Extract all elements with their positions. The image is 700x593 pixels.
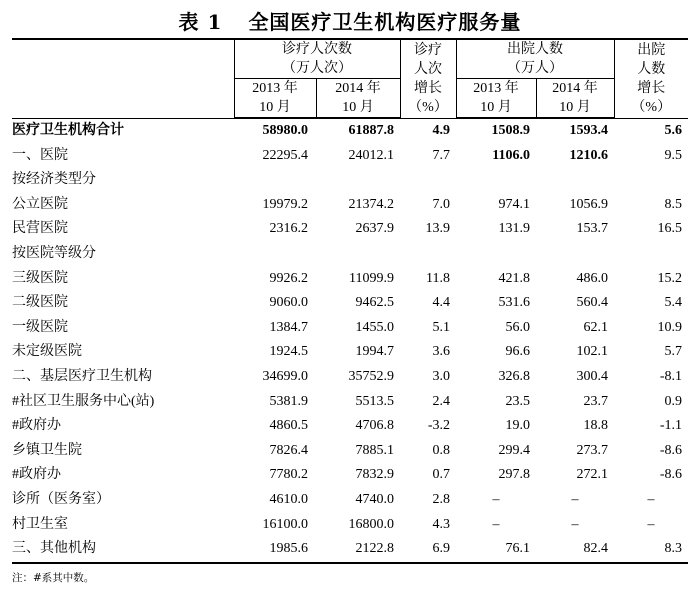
table-title xyxy=(0,6,700,35)
cell-visits-2014: 1994.7 xyxy=(355,344,394,360)
row-label: 诊所（医务室） xyxy=(12,491,110,507)
cell-discharge-2014: 23.7 xyxy=(583,393,608,409)
cell-discharge-2013: 1106.0 xyxy=(492,147,530,163)
header-visits-title: 诊疗人次数 xyxy=(282,42,352,57)
cell-visits-2014: 35752.9 xyxy=(348,368,394,384)
header-blank xyxy=(12,39,234,118)
cell-discharge-2014: 153.7 xyxy=(576,221,608,237)
table-row xyxy=(12,168,688,193)
cell-visits-growth: 11.8 xyxy=(426,270,450,286)
cell-visits-2013: 1924.5 xyxy=(269,344,308,360)
header-visits-group xyxy=(234,39,400,79)
header-year: 2014 年 xyxy=(552,81,598,96)
cell-discharge-2014: 486.0 xyxy=(576,270,608,286)
table-row xyxy=(12,193,688,218)
header-discharge-2014 xyxy=(536,79,614,118)
cell-visits-growth: 2.8 xyxy=(432,491,450,507)
header-discharge-growth xyxy=(614,39,688,118)
cell-visits-2013: 4610.0 xyxy=(269,491,308,507)
cell-visits-2013 xyxy=(234,242,316,267)
row-label: 三、其他机构 xyxy=(12,537,234,563)
row-label: #社区卫生服务中心(站) xyxy=(12,393,155,409)
row-label: #政府办 xyxy=(12,418,61,434)
cell-discharge-2013: 19.0 xyxy=(505,418,530,434)
row-label: 一级医院 xyxy=(12,319,68,335)
cell-discharge-growth xyxy=(614,242,688,267)
header-discharge-2013 xyxy=(456,79,536,118)
cell-discharge-2013: 76.1 xyxy=(456,537,536,563)
cell-discharge-2013: 421.8 xyxy=(498,270,530,286)
row-label: 按经济类型分 xyxy=(12,172,96,188)
cell-visits-growth: 7.7 xyxy=(432,147,450,163)
header-year: 2014 年 xyxy=(335,81,381,96)
header-month: 10 月 xyxy=(480,100,512,115)
cell-visits-2013 xyxy=(234,168,316,193)
row-label: 乡镇卫生院 xyxy=(12,442,82,458)
cell-discharge-2014: – xyxy=(571,491,579,507)
cell-discharge-2014: 1056.9 xyxy=(569,196,608,212)
header-discharge-growth-line4: （%） xyxy=(631,99,672,115)
table-number: 表 1 xyxy=(178,10,223,34)
cell-discharge-2014 xyxy=(536,242,614,267)
cell-discharge-2013 xyxy=(456,242,536,267)
cell-discharge-growth: 9.5 xyxy=(664,147,682,163)
header-visits-growth-line2: 人次 xyxy=(414,61,442,77)
cell-visits-2014: 24012.1 xyxy=(348,147,394,163)
cell-discharge-growth: -8.1 xyxy=(659,368,682,384)
header-month: 10 月 xyxy=(559,100,591,115)
cell-visits-2013: 7826.4 xyxy=(269,442,308,458)
cell-discharge-2014: 272.1 xyxy=(576,467,608,483)
cell-visits-2014: 2122.8 xyxy=(316,537,400,563)
cell-visits-2014 xyxy=(316,242,400,267)
header-month: 10 月 xyxy=(342,100,374,115)
cell-visits-growth: 4.9 xyxy=(432,123,450,138)
cell-visits-2014: 9462.5 xyxy=(355,295,394,311)
cell-visits-2014: 4740.0 xyxy=(355,491,394,507)
cell-discharge-2013: 326.8 xyxy=(498,368,530,384)
table-row xyxy=(12,463,688,488)
cell-discharge-2013 xyxy=(456,168,536,193)
cell-visits-growth: 2.4 xyxy=(432,393,450,409)
cell-discharge-2013: 1508.9 xyxy=(491,123,530,138)
table-row xyxy=(12,537,688,563)
cell-discharge-growth: -8.6 xyxy=(659,442,682,458)
cell-discharge-2013: 23.5 xyxy=(505,393,530,409)
cell-visits-2014: 1455.0 xyxy=(355,319,394,335)
row-label: 村卫生室 xyxy=(12,516,68,532)
cell-visits-growth: 13.9 xyxy=(425,221,450,237)
cell-visits-2014: 2637.9 xyxy=(355,221,394,237)
header-discharge-growth-line3: 增长 xyxy=(637,80,666,96)
table-row xyxy=(12,316,688,341)
cell-visits-2013: 1985.6 xyxy=(234,537,316,563)
header-discharge-title: 出院人数 xyxy=(507,42,563,57)
cell-discharge-growth: 8.5 xyxy=(664,196,682,212)
cell-visits-2013: 7780.2 xyxy=(269,467,308,483)
cell-visits-2014: 5513.5 xyxy=(355,393,394,409)
cell-discharge-growth: 5.6 xyxy=(664,123,682,138)
medical-service-table xyxy=(12,38,688,564)
table-row xyxy=(12,513,688,538)
cell-discharge-2014: 62.1 xyxy=(583,319,608,335)
header-visits-growth-line3: 增长 xyxy=(414,80,442,96)
cell-visits-2014: 4706.8 xyxy=(355,418,394,434)
table-row xyxy=(12,414,688,439)
table-row xyxy=(12,390,688,415)
cell-visits-2014: 61887.8 xyxy=(348,123,394,138)
cell-discharge-growth: -8.6 xyxy=(659,467,682,483)
cell-visits-2013: 4860.5 xyxy=(269,418,308,434)
row-label: 按医院等级分 xyxy=(12,245,96,261)
cell-discharge-growth: 16.5 xyxy=(657,221,682,237)
cell-visits-2014: 7832.9 xyxy=(355,467,394,483)
cell-visits-growth xyxy=(400,168,456,193)
row-label: 未定级医院 xyxy=(12,344,82,360)
row-label: 二、基层医疗卫生机构 xyxy=(12,368,152,384)
cell-discharge-2014: 1593.4 xyxy=(569,123,608,138)
cell-discharge-growth: 8.3 xyxy=(614,537,688,563)
cell-discharge-2014: 560.4 xyxy=(576,295,608,311)
cell-discharge-growth: 5.4 xyxy=(664,295,682,311)
cell-discharge-growth: 15.2 xyxy=(657,270,682,286)
cell-visits-2013: 9060.0 xyxy=(269,295,308,311)
row-label: 一、医院 xyxy=(12,147,68,163)
table-row xyxy=(12,340,688,365)
table-row xyxy=(12,119,688,144)
cell-discharge-2014 xyxy=(536,168,614,193)
cell-visits-2013: 9926.2 xyxy=(269,270,308,286)
cell-discharge-2014: 273.7 xyxy=(576,442,608,458)
header-discharge-growth-line2: 人数 xyxy=(637,61,666,77)
table-note: 注：#系其中数。 xyxy=(12,572,95,584)
cell-discharge-growth: – xyxy=(647,491,655,507)
header-discharge-unit: （万人） xyxy=(507,61,563,76)
table-title-text: 全国医疗卫生机构医疗服务量 xyxy=(248,10,522,34)
cell-discharge-2013: – xyxy=(492,491,500,507)
cell-visits-2013: 22295.4 xyxy=(262,147,308,163)
cell-visits-growth: 0.8 xyxy=(432,442,450,458)
header-visits-growth-line4: （%） xyxy=(408,99,448,115)
cell-visits-growth: 3.6 xyxy=(432,344,450,360)
table-row xyxy=(12,439,688,464)
header-visits-unit: （万人次） xyxy=(282,61,352,76)
cell-discharge-2014: – xyxy=(571,516,579,532)
row-label: 公立医院 xyxy=(12,196,68,212)
table-row xyxy=(12,291,688,316)
cell-visits-2013: 34699.0 xyxy=(262,368,308,384)
cell-visits-growth: 5.1 xyxy=(432,319,450,335)
header-visits-growth-line1: 诊疗 xyxy=(414,42,442,58)
header-discharge-growth-line1: 出院 xyxy=(637,42,666,58)
header-month: 10 月 xyxy=(259,100,291,115)
cell-discharge-growth: 5.7 xyxy=(664,344,682,360)
table-row xyxy=(12,144,688,169)
cell-visits-2013: 1384.7 xyxy=(269,319,308,335)
header-visits-growth xyxy=(400,39,456,118)
cell-discharge-2013: 131.9 xyxy=(498,221,530,237)
cell-discharge-2014: 18.8 xyxy=(583,418,608,434)
cell-discharge-growth: -1.1 xyxy=(659,418,682,434)
cell-visits-growth xyxy=(400,242,456,267)
row-label: 医疗卫生机构合计 xyxy=(12,123,124,138)
header-year: 2013 年 xyxy=(252,81,298,96)
cell-visits-growth: 3.0 xyxy=(432,368,450,384)
header-year: 2013 年 xyxy=(473,81,519,96)
table-row xyxy=(12,488,688,513)
cell-visits-growth: 6.9 xyxy=(400,537,456,563)
cell-discharge-2014: 102.1 xyxy=(576,344,608,360)
cell-discharge-2014: 1210.6 xyxy=(569,147,608,163)
table-row xyxy=(12,267,688,292)
header-visits-2014 xyxy=(316,79,400,118)
cell-discharge-2013: 297.8 xyxy=(498,467,530,483)
cell-visits-growth: 4.4 xyxy=(432,295,450,311)
cell-discharge-2013: – xyxy=(492,516,500,532)
cell-discharge-2014: 300.4 xyxy=(576,368,608,384)
table-row xyxy=(12,365,688,390)
cell-visits-growth: 7.0 xyxy=(432,196,450,212)
cell-visits-growth: -3.2 xyxy=(427,418,450,434)
cell-discharge-growth: 0.9 xyxy=(664,393,682,409)
row-label: 民营医院 xyxy=(12,221,68,237)
header-discharge-group xyxy=(456,39,614,79)
table-row xyxy=(12,242,688,267)
cell-discharge-growth xyxy=(614,168,688,193)
cell-discharge-growth: – xyxy=(647,516,655,532)
header-visits-2013 xyxy=(234,79,316,118)
cell-visits-2013: 16100.0 xyxy=(262,516,308,532)
cell-discharge-2013: 974.1 xyxy=(498,196,530,212)
table-row xyxy=(12,217,688,242)
cell-discharge-2014: 82.4 xyxy=(536,537,614,563)
cell-visits-2014 xyxy=(316,168,400,193)
cell-visits-2014: 21374.2 xyxy=(348,196,394,212)
row-label: 二级医院 xyxy=(12,295,68,311)
cell-visits-2013: 2316.2 xyxy=(269,221,308,237)
cell-visits-2014: 7885.1 xyxy=(355,442,394,458)
cell-discharge-2013: 531.6 xyxy=(498,295,530,311)
cell-discharge-2013: 299.4 xyxy=(498,442,530,458)
cell-visits-2014: 11099.9 xyxy=(349,270,394,286)
cell-visits-growth: 4.3 xyxy=(432,516,450,532)
cell-discharge-2013: 96.6 xyxy=(505,344,530,360)
cell-visits-2013: 5381.9 xyxy=(269,393,308,409)
cell-visits-2013: 19979.2 xyxy=(262,196,308,212)
row-label: #政府办 xyxy=(12,467,61,483)
cell-visits-2013: 58980.0 xyxy=(262,123,308,138)
cell-visits-growth: 0.7 xyxy=(432,467,450,483)
row-label: 三级医院 xyxy=(12,270,68,286)
cell-visits-2014: 16800.0 xyxy=(348,516,394,532)
cell-discharge-growth: 10.9 xyxy=(657,319,682,335)
cell-discharge-2013: 56.0 xyxy=(505,319,530,335)
